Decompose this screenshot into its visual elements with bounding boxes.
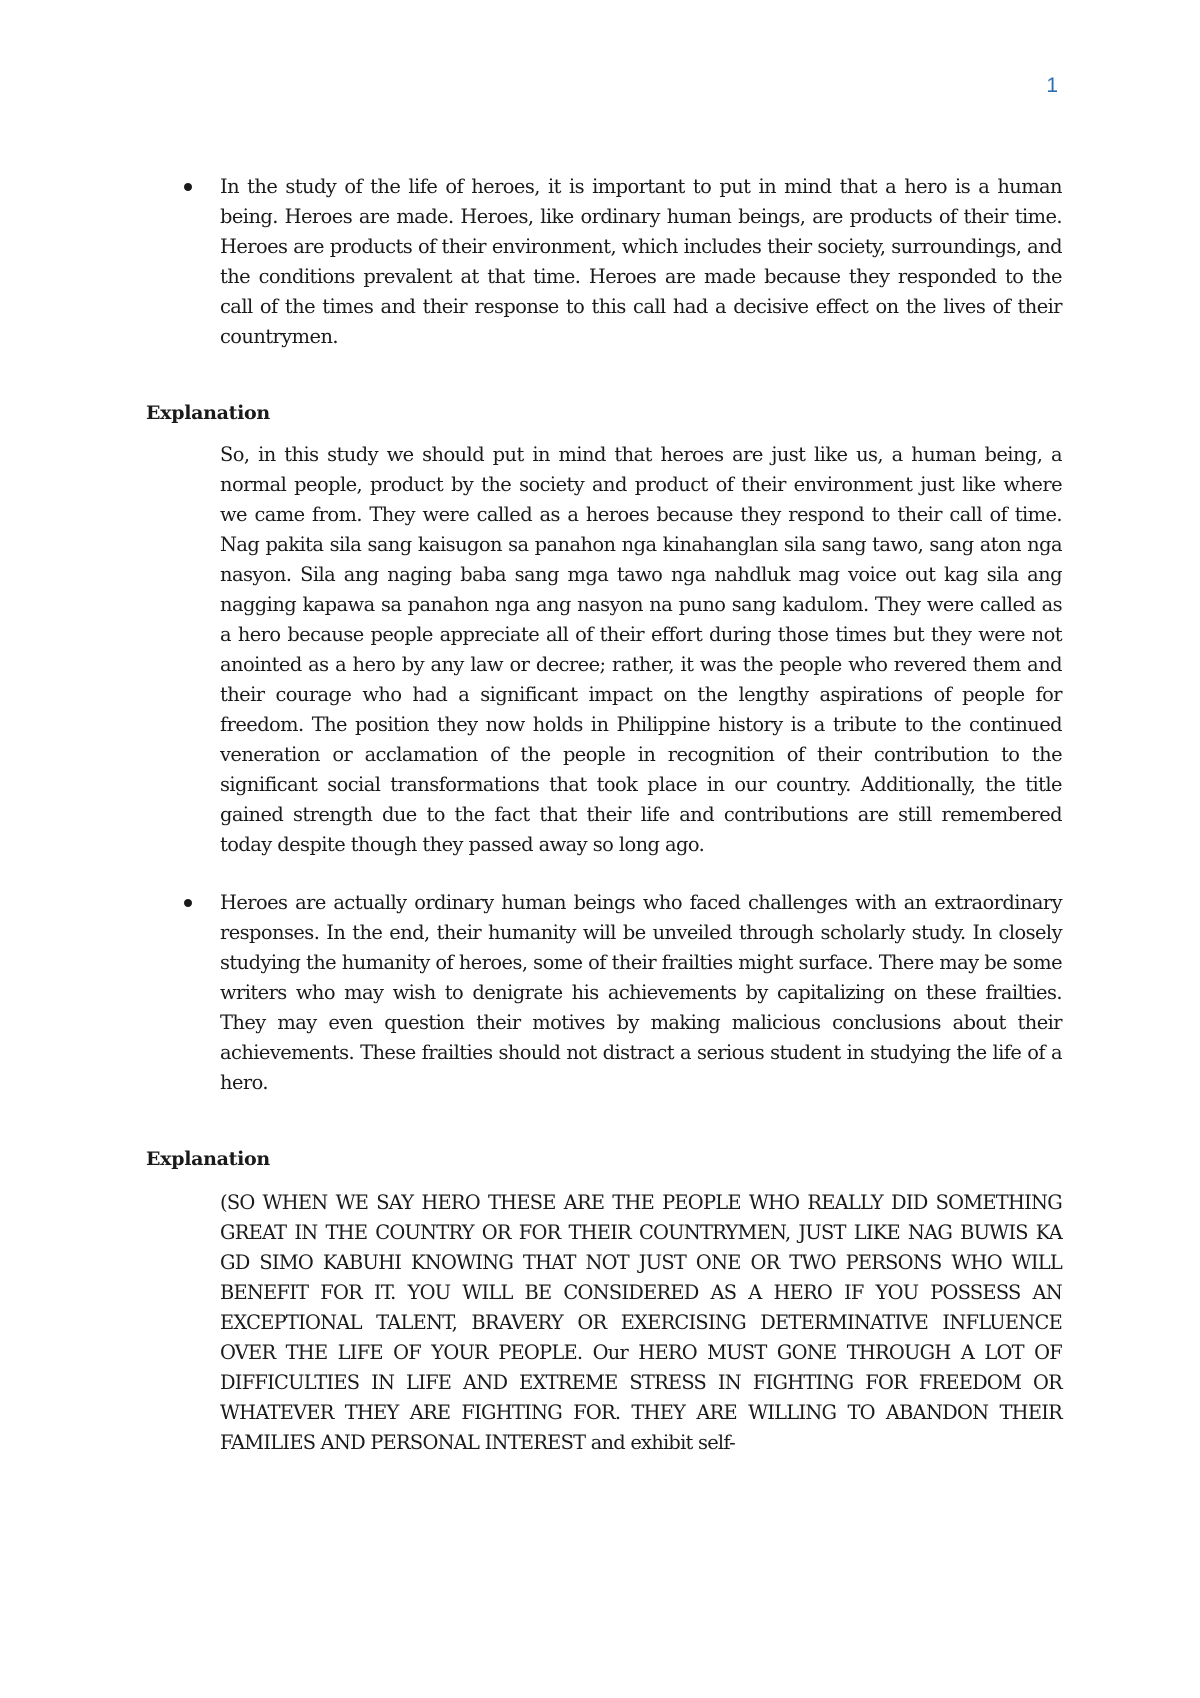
bullet-paragraph: In the study of the life of heroes, it is important to put in mind that a hero is a human being. Heroes are made. Heroes, like ordinary human beings, are products of their time. Heroes are products of their environment, which includes their society, surroundings, and the conditions prevalent at that time. Heroes are made because they responded to the call of the times and their response to this call had a decisive effect on the lives of their countrymen.: [220, 175, 1062, 348]
document-body: [146, 172, 1062, 1458]
section-heading: Explanation: [146, 402, 270, 424]
explanation-block: [146, 440, 1062, 860]
explanation-paragraph: (SO WHEN WE SAY HERO THESE ARE THE PEOPLE WHO REALLY DID SOMETHING GREAT IN THE COUNTRY OR FOR THEIR COUNTRYMEN, JUST LIKE NAG BUWIS KA GD SIMO KABUHI KNOWING THAT NOT JUST ONE OR TWO PERSONS WHO WILL BENEFIT FOR IT. YOU WILL BE CONSIDERED AS A HERO IF YOU POSSESS AN EXCEPTIONAL TALENT, BRAVERY OR EXERCISING DETERMINATIVE INFLUENCE OVER THE LIFE OF YOUR PEOPLE. Our HERO MUST GONE THROUGH A LOT OF DIFFICULTIES IN LIFE AND EXTREME STRESS IN FIGHTING FOR FREEDOM OR WHATEVER THEY ARE FIGHTING FOR. THEY ARE WILLING TO ABANDON THEIR FAMILIES AND PERSONAL INTEREST and exhibit self-: [220, 1191, 1062, 1454]
explanation-paragraph: So, in this study we should put in mind that heroes are just like us, a human being, a normal people, product by the society and product of their environment just like where we came from. They were called as a heroes because they respond to their call of time. Nag pakita sila sang kaisugon sa panahon nga kinahanglan sila sang tawo, sang aton nga nasyon. Sila ang naging baba sang mga tawo nga nahdluk mag voice out kag sila ang nagging kapawa sa panahon nga ang nasyon na puno sang kadulom. They were called as a hero because people appreciate all of their effort during those times but they were not anointed as a hero by any law or decree; rather, it was the people who revered them and their courage who had a significant impact on the lengthy aspirations of people for freedom. The position they now holds in Philippine history is a tribute to the continued veneration or acclamation of the people in recognition of their contribution to the significant social transformations that took place in our country. Additionally, the title gained strength due to the fact that their life and contributions are still remembered today despite though they passed away so long ago.: [220, 443, 1062, 856]
bullet-dot-icon: [184, 899, 192, 907]
explanation-block: [146, 1188, 1062, 1458]
bullet-item: [146, 888, 1062, 1098]
section-heading: Explanation: [146, 1148, 270, 1170]
bullet-item: [146, 172, 1062, 352]
page-number: 1: [1046, 74, 1058, 97]
bullet-dot-icon: [184, 183, 192, 191]
bullet-paragraph: Heroes are actually ordinary human beings who faced challenges with an extraordinary responses. In the end, their humanity will be unveiled through scholarly study. In closely studying the humanity of heroes, some of their frailties might surface. There may be some writers who may wish to denigrate his achievements by capitalizing on these frailties. They may even question their motives by making malicious conclusions about their achievements. These frailties should not distract a serious student in studying the life of a hero.: [220, 891, 1062, 1094]
